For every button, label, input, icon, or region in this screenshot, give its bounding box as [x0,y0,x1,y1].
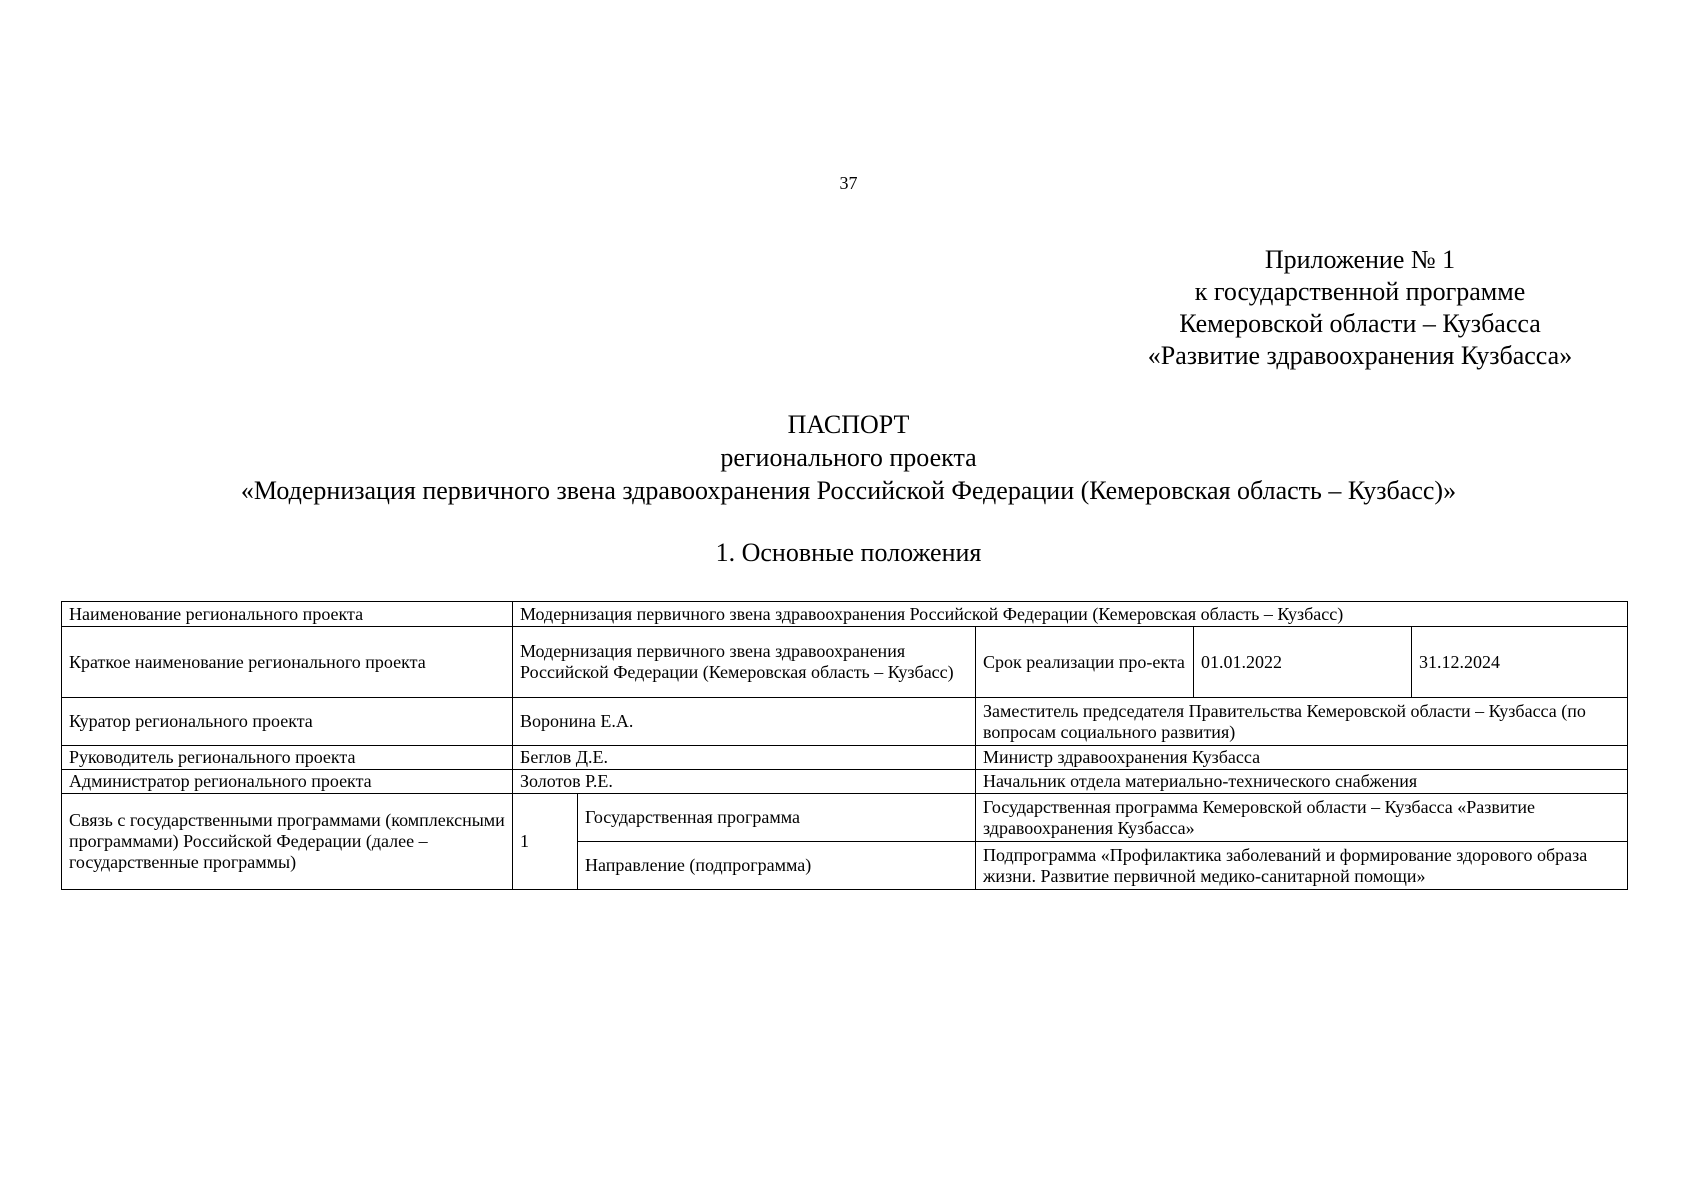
term-label: Срок реализации про-екта [976,627,1194,698]
passport-heading [0,408,1697,507]
row-label: Наименование регионального проекта [62,602,513,627]
table-row [62,698,1628,746]
program-value: Государственная программа Кемеровской области – Кузбасса «Развитие здравоохранения Кузбасса» [976,794,1628,842]
row-label: Краткое наименование регионального проекта [62,627,513,698]
table-row [62,794,1628,842]
appendix-line-3: Кемеровской области – Кузбасса [1179,309,1541,338]
table-row [62,770,1628,794]
passport-subtitle: регионального проекта [720,443,977,472]
program-number: 1 [513,794,578,890]
table-row [62,746,1628,770]
row-value: Модернизация первичного звена здравоохранения Российской Федерации (Кемеровская область – Кузбасс) [513,602,1628,627]
leader-name: Беглов Д.Е. [513,746,976,770]
row-value: Модернизация первичного звена здравоохранения Российской Федерации (Кемеровская область – Кузбасс) [513,627,976,698]
row-label: Администратор регионального проекта [62,770,513,794]
appendix-line-4: «Развитие здравоохранения Кузбасса» [1147,341,1573,370]
passport-title: ПАСПОРТ [787,410,910,439]
program-label: Государственная программа [578,794,976,842]
curator-name: Воронина Е.А. [513,698,976,746]
curator-position: Заместитель председателя Правительства Кемеровской области – Кузбасса (по вопросам социального развития) [976,698,1628,746]
leader-position: Министр здравоохранения Кузбасса [976,746,1628,770]
row-label: Связь с государственными программами (комплексными программами) Российской Федерации (далее – государственные программы) [62,794,513,890]
main-provisions-table [61,601,1628,890]
appendix-line-2: к государственной программе [1194,277,1526,306]
row-label: Куратор регионального проекта [62,698,513,746]
table-row [62,627,1628,698]
end-date: 31.12.2024 [1412,627,1628,698]
row-label: Руководитель регионального проекта [62,746,513,770]
administrator-name: Золотов Р.Е. [513,770,976,794]
section-title: 1. Основные положения [715,538,982,567]
direction-label: Направление (подпрограмма) [578,842,976,890]
direction-value: Подпрограмма «Профилактика заболеваний и формирование здорового образа жизни. Развитие первичной медико-санитарной помощи» [976,842,1628,890]
appendix-header [1100,244,1620,372]
page-number: 37 [839,173,858,193]
administrator-position: Начальник отдела материально-технического снабжения [976,770,1628,794]
start-date: 01.01.2022 [1194,627,1412,698]
table-row [62,602,1628,627]
appendix-line-1: Приложение № 1 [1264,245,1456,274]
passport-project-name: «Модернизация первичного звена здравоохранения Российской Федерации (Кемеровская область – Кузбасс)» [240,476,1457,505]
